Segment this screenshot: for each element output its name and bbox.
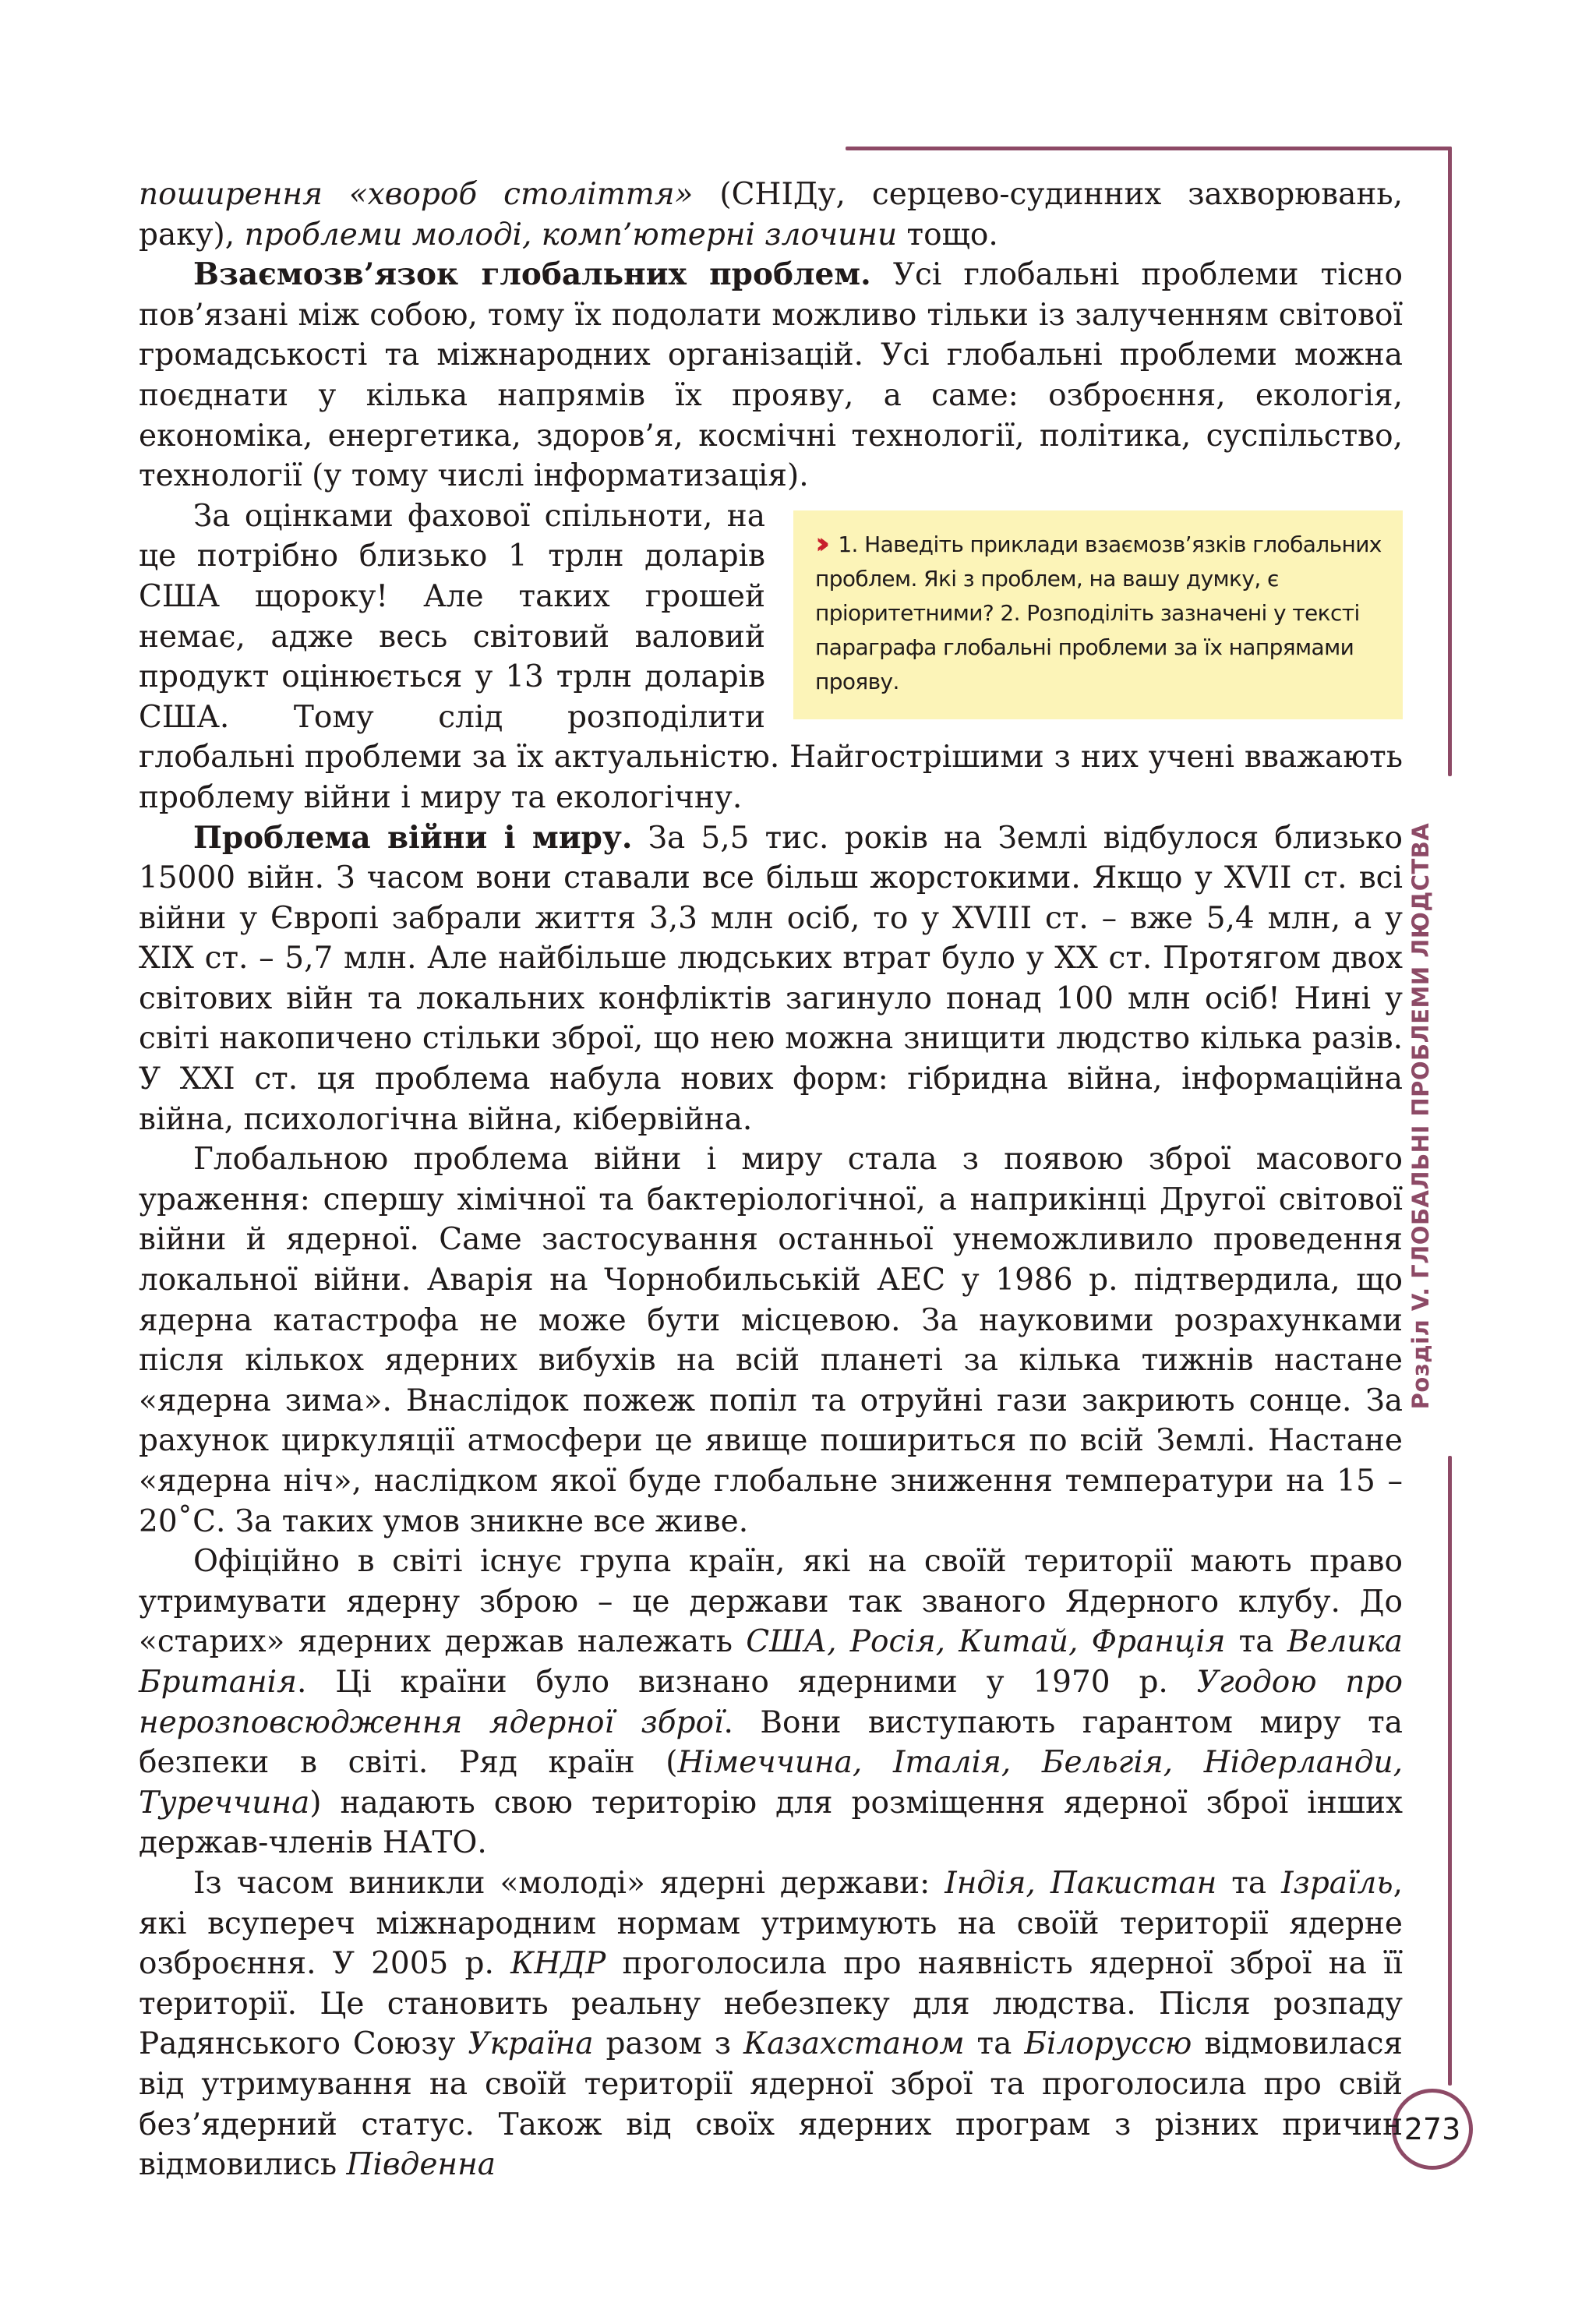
paragraph-6-text-4: . Вони виступають гарантом миру та безпеки в світі. Ряд країн (: [139, 1704, 1403, 1781]
paragraph-1: [139, 175, 1403, 255]
paragraph-4: [139, 818, 1403, 1140]
paragraph-5-text: Глобальною проблема війни і миру стала з появою зброї масового ураження: спершу хімічної та бактеріологічної, а наприкінці Другої світової війни й ядерної. Саме застосування останньої унеможливило проведення локальної війни. Аварія на Чорнобильській АЕС у 1986 р. підтвердила, що ядерна катастрофа не може бути місцевою. За науковими розрахунками після кількох ядерних вибухів на всій планеті за кілька тижнів настане «ядерна зима». Внаслідок пожеж попіл та отруйні гази закриють сонце. За рахунок циркуляції атмосфери це явище пошириться по всій Землі. Настане «ядерна ніч», наслідком якої буде глобальне зниження температури на 15 – 20˚С. За таких умов зникне все живе.: [139, 1142, 1403, 1539]
paragraph-7-text-4: проголосила про наявність ядерної зброї на її території. Це становить реальну небезпеку для людства. Після розпаду Радянського Союзу: [139, 1946, 1403, 2062]
page-frame-side-line-upper: [1448, 147, 1452, 776]
paragraph-7-text-7: відмовилася від утримування на своїй території ядерної зброї та проголосила про свій без’ядерний статус. Також від своїх ядерних програм з різних причин відмовились: [139, 2026, 1404, 2183]
page-frame-side-line-lower: [1448, 1456, 1452, 2086]
paragraph-1-text-1: (СНІДу, серцево-судинних захворювань, раку),: [139, 177, 1403, 253]
paragraph-7-text-6: та: [964, 2026, 1025, 2062]
paragraph-5: [139, 1139, 1403, 1542]
page-frame-top-line: [846, 147, 1452, 150]
paragraph-7-italic-7: Південна: [346, 2147, 496, 2183]
paragraph-3-text: За оцінками фахової спільноти, на це потрібно близько 1 трлн доларів США щороку! Але таких грошей немає, адже весь світовий валовий продукт оцінюється у 13 трлн доларів США. Тому слід розподілити глобальні проблеми за їх актуальністю. Найгострішими з них учені вважають проблему війни і миру та екологічну.: [139, 498, 1403, 815]
paragraph-2-text: Усі глобальні проблеми тісно пов’язані між собою, тому їх подолати можливо тільки із залученням світової громадськості та міжнародних організацій. Усі глобальні проблеми можна поєднати у кілька напрямів їх прояву, а саме: озброєння, екологія, економіка, енергетика, здоров’я, космічні технології, політика, суспільство, технології (у тому числі інформатизація).: [139, 257, 1403, 494]
paragraph-4-heading: Проблема війни і миру.: [193, 819, 633, 856]
section-side-label-text: Розділ V. ГЛОБАЛЬНІ ПРОБЛЕМИ ЛЮДСТВА: [1407, 822, 1434, 1410]
paragraph-6-italic-3: Угодою про нерозповсюдження ядерної зброї: [139, 1664, 1403, 1740]
paragraph-1-italic-2: проблеми молоді, комп’ютерні злочини: [244, 217, 898, 253]
paragraph-7-italic-6: Білоруссю: [1024, 2026, 1192, 2062]
paragraph-7-italic-3: КНДР: [510, 1946, 606, 1982]
paragraph-2: [139, 255, 1403, 496]
page-number: 273: [1392, 2089, 1473, 2170]
paragraph-7-text-3: , які всупереч міжнародним нормам утримують на своїй території ядерне озброєння. У 2005 р.: [139, 1865, 1403, 1982]
paragraph-4-text: За 5,5 тис. років на Землі відбулося близько 15000 війн. З часом вони ставали все більш жорстокими. Якщо у XVII ст. всі війни у Європі забрали життя 3,3 млн осіб, то у XVIII ст. – вже 5,4 млн, а у XIX ст. – 5,7 млн. Але найбільше людських втрат було у XX ст. Протягом двох світових війн та локальних конфліктів загинуло понад 100 млн осіб! Нині у світі накопичено стільки зброї, що нею можна знищити людство кілька разів. У XXI ст. ця проблема набула нових форм: гібридна війна, інформаційна війна, психологічна війна, кібервійна.: [139, 820, 1403, 1137]
paragraph-6-text-3: . Ці країни було визнано ядерними у 1970 р.: [296, 1664, 1197, 1700]
paragraph-1-italic-1: поширення «хвороб століття»: [139, 177, 694, 212]
paragraph-6-italic-1: США, Росія, Китай, Франція: [746, 1624, 1226, 1660]
paragraph-7-text-2: та: [1216, 1865, 1282, 1901]
page-body: [139, 175, 1403, 2185]
paragraph-2-heading: Взаємозв’язок глобальних проблем.: [193, 256, 871, 293]
paragraph-6-text-5: ) надають свою територію для розміщення ядерної зброї інших держав-членів НАТО.: [139, 1785, 1403, 1861]
paragraph-6-italic-2: Велика Британія: [139, 1624, 1403, 1700]
paragraph-6: [139, 1542, 1403, 1863]
paragraph-6-text-1: Офіційно в світі існує група країн, які на своїй території мають право утримувати ядерну зброю – це держави так званого Ядерного клубу. До «старих» ядерних держав належать: [139, 1544, 1403, 1660]
question-callout: [793, 510, 1403, 719]
paragraph-7-italic-4: Україна: [468, 2026, 594, 2062]
paragraph-6-italic-4: Німеччина, Італія, Бельгія, Нідерланди, Туреччина: [139, 1745, 1403, 1821]
double-chevron-right-icon: ››: [815, 525, 821, 560]
paragraph-7-italic-1: Індія, Пакистан: [945, 1865, 1217, 1901]
question-callout-text: 1. Наведіть приклади взаємозв’язків глобальних проблем. Які з проблем, на вашу думку, є пріоритетними? 2. Розподіліть зазначені у тексті параграфа глобальні проблеми за їх напрямами прояву.: [815, 531, 1382, 694]
paragraph-6-text-2: та: [1225, 1624, 1287, 1660]
paragraph-7-italic-2: Ізраїль: [1281, 1865, 1393, 1901]
paragraph-7-text-1: Із часом виникли «молоді» ядерні держави:: [193, 1865, 945, 1901]
paragraph-7: [139, 1863, 1403, 2185]
paragraph-7-italic-5: Казахстаном: [743, 2026, 965, 2062]
paragraph-7-text-5: разом з: [593, 2026, 743, 2062]
paragraph-1-text-2: тощо.: [897, 217, 998, 253]
